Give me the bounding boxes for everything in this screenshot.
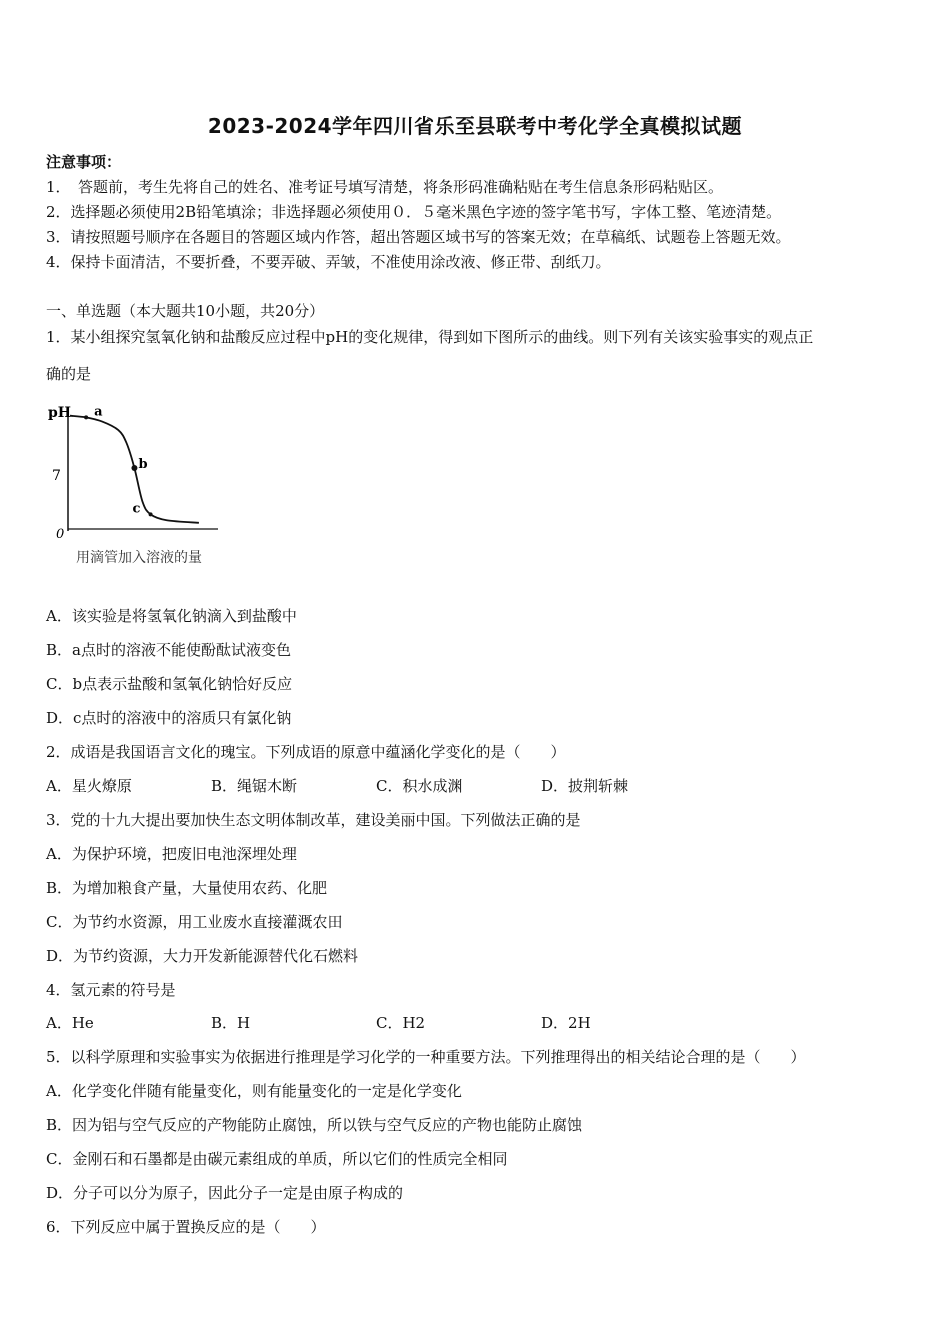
q2-option-b: B．绳锯木断 — [211, 777, 298, 795]
q4-stem: 4．氢元素的符号是 — [46, 981, 176, 999]
q4-option-d: D．2H — [541, 1014, 591, 1032]
q5-option-c: C．金刚石和石墨都是由碳元素组成的单质，所以它们的性质完全相同 — [46, 1150, 508, 1168]
q5-option-a: A．化学变化伴随有能量变化，则有能量变化的一定是化学变化 — [46, 1082, 462, 1100]
point-b — [131, 465, 137, 471]
point-c-label: c — [132, 501, 141, 517]
page-title: 2023-2024学年四川省乐至县联考中考化学全真模拟试题 — [207, 114, 743, 138]
notice-item: 4．保持卡面清洁，不要折叠，不要弄破、弄皱，不准使用涂改液、修正带、刮纸刀。 — [46, 253, 611, 271]
q2-option-a: A．星火燎原 — [46, 777, 132, 795]
q5-option-b: B．因为铝与空气反应的产物能防止腐蚀，所以铁与空气反应的产物也能防止腐蚀 — [46, 1116, 583, 1134]
origin-label: 0 — [56, 527, 65, 542]
notice-item: 1． 答题前，考生先将自己的姓名、准考证号填写清楚，将条形码准确粘贴在考生信息条形码粘贴区。 — [46, 178, 724, 196]
q1-stem: 1．某小组探究氢氧化钠和盐酸反应过程中pH的变化规律，得到如下图所示的曲线。则下列有关该实验事实的观点正 — [46, 328, 814, 346]
q1-option-a: A．该实验是将氢氧化钠滴入到盐酸中 — [46, 607, 297, 625]
q1-option-c: C．b点表示盐酸和氢氧化钠恰好反应 — [46, 675, 293, 693]
point-a — [84, 415, 88, 419]
q6-stem: 6．下列反应中属于置换反应的是（ ） — [46, 1218, 326, 1236]
q3-option-a: A．为保护环境，把废旧电池深埋处理 — [46, 845, 297, 863]
q5-option-d: D．分子可以分为原子，因此分子一定是由原子构成的 — [46, 1184, 404, 1202]
y-tick-label: 7 — [52, 468, 61, 484]
q1-option-d: D．c点时的溶液中的溶质只有氯化钠 — [46, 709, 292, 727]
q4-option-a: A．He — [46, 1014, 94, 1032]
q3-option-b: B．为增加粮食产量，大量使用农药、化肥 — [46, 879, 328, 897]
y-axis-label: pH — [48, 405, 72, 421]
notice-item: 2．选择题必须使用2B铅笔填涂；非选择题必须使用０．５毫米黑色字迹的签字笔书写，字体工整、笔迹清楚。 — [46, 203, 782, 221]
q2-option-d: D．披荆斩棘 — [541, 777, 629, 795]
q4-option-b: B．H — [211, 1014, 251, 1032]
section-heading: 一、单选题（本大题共10小题，共20分） — [46, 302, 325, 320]
q1-option-b: B．a点时的溶液不能使酚酞试液变色 — [46, 641, 291, 659]
q5-stem: 5．以科学原理和实验事实为依据进行推理是学习化学的一种重要方法。下列推理得出的相关结论合理的是（ ） — [46, 1048, 806, 1066]
q3-stem: 3．党的十九大提出要加快生态文明体制改革，建设美丽中国。下列做法正确的是 — [46, 811, 581, 829]
notice-item: 3．请按照题号顺序在各题目的答题区域内作答，超出答题区域书写的答案无效；在草稿纸、试题卷上答题无效。 — [46, 228, 791, 246]
q2-stem: 2．成语是我国语言文化的瑰宝。下列成语的原意中蕴涵化学变化的是（ ） — [46, 743, 566, 761]
notice-heading: 注意事项： — [46, 153, 122, 171]
q3-option-c: C．为节约水资源，用工业废水直接灌溉农田 — [46, 913, 343, 931]
point-c — [149, 512, 153, 516]
point-b-label: b — [138, 457, 148, 472]
q3-option-d: D．为节约资源，大力开发新能源替代化石燃料 — [46, 947, 359, 965]
x-axis-label: 用滴管加入溶液的量 — [76, 550, 202, 566]
q1-stem-cont: 确的是 — [46, 365, 92, 383]
point-a-label: a — [94, 404, 103, 420]
ph-chart — [40, 395, 220, 575]
q2-option-c: C．积水成渊 — [376, 777, 463, 795]
q4-option-c: C．H2 — [376, 1014, 426, 1032]
